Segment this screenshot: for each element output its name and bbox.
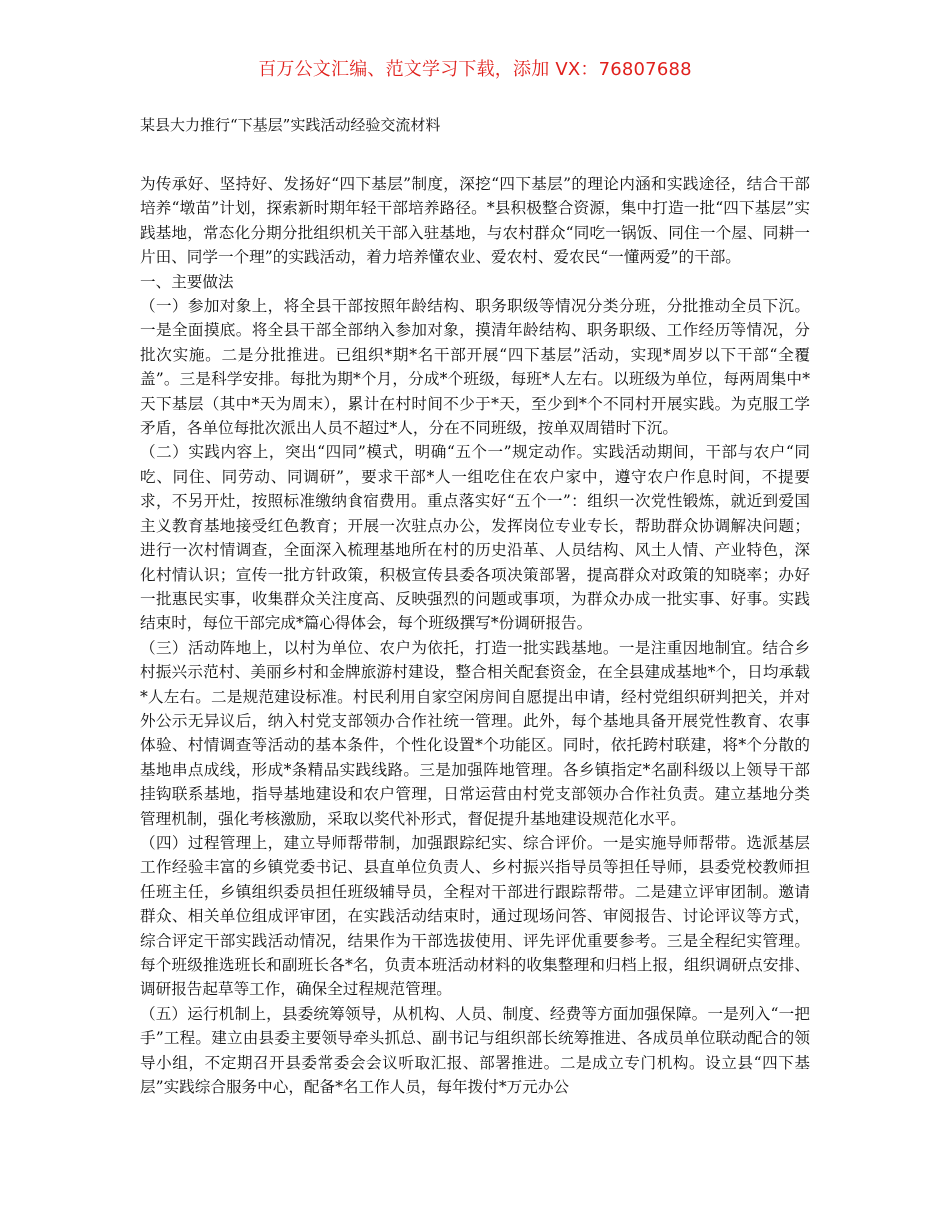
paragraph-process-management: （四）过程管理上，建立导师帮带制，加强跟踪纪实、综合评价。一是实施导师帮带。选派基层工作经验丰富的乡镇党委书记、县直单位负责人、乡村振兴指导员等担任导师，县委党校教师担任班主任，乡镇组织委员担任班级辅导员，全程对干部进行跟踪帮带。二是建立评审团制。邀请群众、相关单位组成评审团，在实践活动结束时，通过现场问答、审阅报告、讨论评议等方式，综合评定干部实践活动情况，结果作为干部选拔使用、评先评优重要参考。三是全程纪实管理。每个班级推选班长和副班长各*名，负责本班活动材料的收集整理和归档上报，组织调研点安排、调研报告起草等工作，确保全过程规范管理。 xyxy=(140,833,810,999)
paragraph-practice-content: （二）实践内容上，突出“四同”模式，明确“五个一”规定动作。实践活动期间，干部与农户“同吃、同住、同劳动、同调研”，要求干部*人一组吃住在农户家中，遵守农户作息时间，不提要求，不另开灶，按照标准缴纳食宿费用。重点落实好“五个一”：组织一次党性锻炼，就近到爱国主义教育基地接受红色教育；开展一次驻点办公，发挥岗位专业专长，帮助群众协调解决问题；进行一次村情调查，全面深入梳理基地所在村的历史沿革、人员结构、风土人情、产业特色，深化村情认识；宣传一批方针政策，积极宣传县委各项决策部署，提高群众对政策的知晓率；办好一批惠民实事，收集群众关注度高、反映强烈的问题或事项，为群众办成一批实事、好事。实践结束时，每位干部完成*篇心得体会，每个班级撰写*份调研报告。 xyxy=(140,443,810,633)
section-heading: 一、主要做法 xyxy=(140,272,234,291)
document-title: 某县大力推行“下基层”实践活动经验交流材料 xyxy=(140,116,441,134)
document-body xyxy=(140,172,810,1099)
intro-paragraph: 为传承好、坚持好、发扬好“四下基层”制度，深挖“四下基层”的理论内涵和实践途径，结合干部培养“墩苗”计划，探索新时期年轻干部培养路径。*县积极整合资源，集中打造一批“四下基层”实践基地，常态化分期分批组织机关干部入驻基地，与农村群众“同吃一锅饭、同住一个屋、同耕一片田、同学一个理”的实践活动，着力培养懂农业、爱农村、爱农民“一懂两爱”的干部。 xyxy=(140,175,810,267)
paragraph-practice-bases: （三）活动阵地上，以村为单位、农户为依托，打造一批实践基地。一是注重因地制宜。结合乡村振兴示范村、美丽乡村和金牌旅游村建设，整合相关配套资金，在全县建成基地*个，日均承载*人左右。二是规范建设标准。村民利用自家空闲房间自愿提出申请，经村党组织研判把关，并对外公示无异议后，纳入村党支部领办合作社统一管理。此外，每个基地具备开展党性教育、农事体验、村情调查等活动的基本条件，个性化设置*个功能区。同时，依托跨村联建，将*个分散的基地串点成线，形成*条精品实践线路。三是加强阵地管理。各乡镇指定*名副科级以上领导干部挂钩联系基地，指导基地建设和农户管理，日常运营由村党支部领办合作社负责。建立基地分类管理机制，强化考核激励，采取以奖代补形式，督促提升基地建设规范化水平。 xyxy=(140,638,810,828)
paragraph-operating-mechanism: （五）运行机制上，县委统筹领导，从机构、人员、制度、经费等方面加强保障。一是列入“一把手”工程。建立由县委主要领导牵头抓总、副书记与组织部长统筹推进、各成员单位联动配合的领导小组，不定期召开县委常委会会议听取汇报、部署推进。二是成立专门机构。设立县“四下基层”实践综合服务中心，配备*名工作人员，每年拨付*万元办公 xyxy=(140,1004,810,1097)
paragraph-participants: （一）参加对象上，将全县干部按照年龄结构、职务职级等情况分类分班，分批推动全员下沉。一是全面摸底。将全县干部全部纳入参加对象，摸清年龄结构、职务职级、工作经历等情况，分批次实施。二是分批推进。已组织*期*名干部开展“四下基层”活动，实现*周岁以下干部“全覆盖”。三是科学安排。每批为期*个月，分成*个班级，每班*人左右。以班级为单位，每两周集中*天下基层（其中*天为周末），累计在村时间不少于*天，至少到*个不同村开展实践。为克服工学矛盾，各单位每批次派出人员不超过*人，分在不同班级，按单双周错时下沉。 xyxy=(140,297,810,438)
promo-banner: 百万公文汇编、范文学习下载，添加 VX：76807688 xyxy=(258,59,692,80)
